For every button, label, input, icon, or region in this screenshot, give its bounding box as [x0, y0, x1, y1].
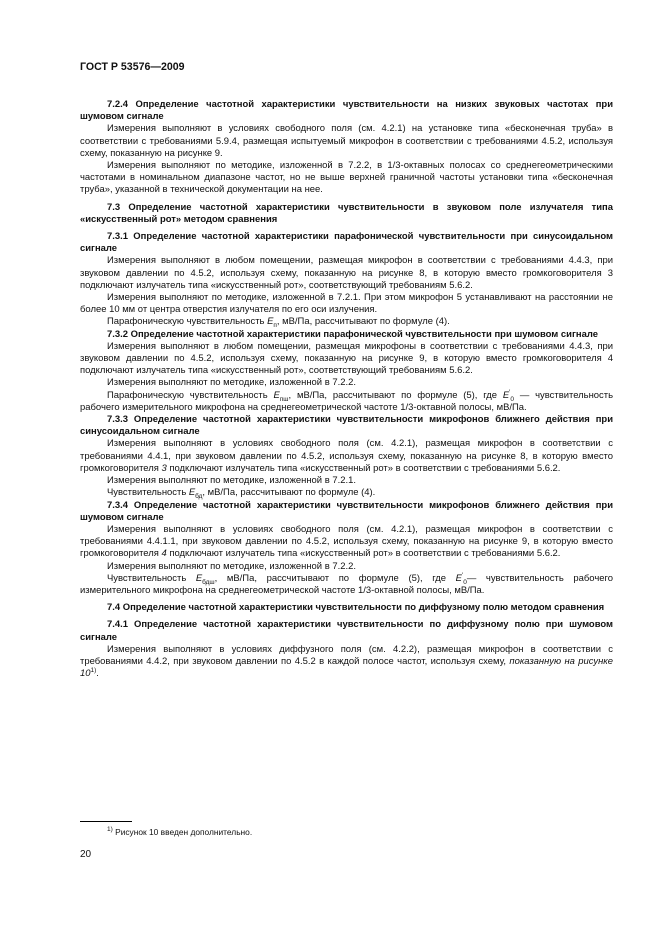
footnote-reference: 1) — [90, 667, 97, 674]
text-run: Парафоническую чувствительность — [107, 316, 268, 328]
text-run: подключают излучатель типа «искусственный рот» в соответствии с требованиями 5.6.2. — [166, 462, 561, 474]
section-7-2-4-paragraph-1: Измерения выполняют в условиях свободного поля (см. 4.2.1) на установке типа «бесконечная труба» в соответствии с требованиями 5.9.4, размещая испытуемый микрофон в соответствии с требованиями 4.5.2, используя схему, показанную на рисунке 9. — [80, 123, 613, 159]
subscript: бд — [195, 493, 203, 501]
section-7-3-1-paragraph-1: Измерения выполняют в любом помещении, размещая микрофон в соответствии с требованиями 4.4.3, при звуковом давлении по 4.5.2, используя схему, показанную на рисунке 8, в которую вместо громкоговорителя 3 подключают излучатель типа «искусственный рот», соответствующий требованиям 5.6.2. — [80, 255, 613, 291]
section-7-3-4-paragraph-2: Измерения выполняют по методике, изложенной в 7.2.2. — [107, 560, 356, 572]
text-run: , мВ/Па, рассчитывают по формуле (5), где — [214, 572, 456, 584]
subscript: пш — [279, 395, 289, 403]
section-7-3-1-paragraph-3 — [80, 316, 613, 328]
text-run: Измерения выполняют в условиях свободного поля (см. 4.2.1), размещая микрофон в соответствии с требованиями 4.4.1, при звуковом давлении по 4.5.2, используя схему, показанную на рисунке 8, в которую вместо громкоговорителя — [80, 438, 613, 474]
text-run: Чувствительность — [107, 487, 189, 499]
section-7-3-3-title: 7.3.3 Определение частотной характеристики чувствительности микрофонов ближнего действия при синусоидальном сигнале — [80, 414, 613, 438]
section-7-3-2-title: 7.3.2 Определение частотной характеристики парафонической чувствительности при шумовом сигнале — [107, 328, 598, 340]
footnote-separator — [80, 821, 132, 822]
section-7-3-2-paragraph-1: Измерения выполняют в любом помещении, размещая микрофоны в соответствии с требованиями 4.4.3, при звуковом давлении по 4.5.2, используя схему, показанную на рисунке 9, в которую вместо громкоговорителя 4 подключают излучатель типа «искусственный рот», соответствующий требованиям 5.6.2. — [80, 340, 613, 377]
text-run: , мВ/Па, рассчитывают по формуле (5), где — [288, 389, 503, 401]
superscript: ' — [461, 571, 464, 579]
subscript: 0 — [510, 395, 515, 403]
text-run: , мВ/Па, рассчитывают по формуле (4). — [276, 316, 450, 328]
section-7-3-1-paragraph-2: Измерения выполняют по методике, изложенной в 7.2.1. При этом микрофон 5 устанавливают на расстоянии не более 10 мм от центра отверстия излучателя по его оси излучения. — [80, 292, 613, 316]
section-7-2-4-title: 7.2.4 Определение частотной характеристики чувствительности на низких звуковых частотах при шумовом сигнале — [80, 99, 613, 123]
section-7-2-4-paragraph-2: Измерения выполняют по методике, изложенной в 7.2.2, в 1/3-октавных полосах со среднегеометрическими частотами в номинальном диапазоне частот, но не выше верхней граничной частоты установки типа «бесконечная труба», указанной в технической документации на нее. — [80, 160, 613, 196]
section-7-4-title: 7.4 Определение частотной характеристики чувствительности по диффузному полю методом сравнения — [107, 602, 605, 614]
symbol-e: E — [195, 572, 203, 584]
footnote-text: Рисунок 10 введен дополнительно. — [115, 827, 253, 837]
italic-number: 4 — [161, 548, 167, 560]
text-run: , мВ/Па, рассчитывают по формуле (4). — [202, 487, 376, 499]
text-run: — чувствительность рабочего измерительного микрофона на среднегеометрической частоте 1/3-октавной полосы, мВ/Па. — [80, 389, 614, 413]
section-7-3-4-paragraph-3 — [80, 573, 613, 597]
section-7-4-1-title: 7.4.1 Определение частотной характеристики чувствительности по диффузному полю при шумовом сигнале — [80, 619, 613, 643]
section-7-3-3-paragraph-1 — [80, 438, 613, 475]
document-id-header: ГОСТ Р 53576—2009 — [80, 61, 185, 73]
section-7-3-4-paragraph-1 — [80, 524, 613, 561]
section-7-3-3-paragraph-2: Измерения выполняют по методике, изложенной в 7.2.1. — [107, 475, 356, 487]
symbol-e: E — [455, 572, 462, 584]
document-body — [80, 99, 613, 680]
text-run: — чувствительность рабочего измерительного микрофона на среднегеометрической частоте 1/3-октавной полосы, мВ/Па. — [80, 572, 613, 596]
section-7-3-1-title: 7.3.1 Определение частотной характеристики парафонической чувствительности при синусоидальном сигнале — [80, 231, 613, 255]
italic-figure-reference: показанную на рисунке 10 — [80, 655, 613, 680]
section-7-3-2-paragraph-3 — [80, 390, 613, 414]
text-run: Чувствительность — [107, 572, 196, 584]
section-7-3-3-paragraph-3 — [80, 487, 613, 499]
text-run: Парафоническую чувствительность — [107, 389, 274, 401]
symbol-e: E — [267, 316, 274, 328]
symbol-e: E — [188, 487, 196, 499]
text-run: Измерения выполняют в условиях диффузного поля (см. 4.2.2), размещая микрофон в соответствии с требованиями 4.4.2, при звуковом давлении по 4.5.2 в каждой полосе частот, используя схему, — [80, 643, 613, 667]
symbol-e: E — [273, 389, 280, 401]
section-7-3-title: 7.3 Определение частотной характеристики чувствительности в звуковом поле излучателя типа «искусственный рот» методом сравнения — [80, 201, 613, 225]
italic-number: 3 — [161, 462, 167, 474]
section-7-4-1-paragraph-1 — [80, 644, 613, 681]
subscript: п — [273, 322, 277, 330]
text-run: . — [96, 668, 99, 680]
page-number: 20 — [80, 849, 92, 860]
superscript: ' — [509, 388, 511, 396]
subscript: 0 — [463, 578, 467, 586]
section-7-3-4-title: 7.3.4 Определение частотной характеристики чувствительности микрофонов ближнего действия при шумовом сигнале — [80, 499, 613, 523]
section-7-3-2-paragraph-2: Измерения выполняют по методике, изложенной в 7.2.2. — [107, 377, 356, 389]
text-run: Измерения выполняют в условиях свободного поля (см. 4.2.1), размещая микрофон в соответствии с требованиями 4.4.1.1, при звуковом давлении по 4.5.2, используя схему, показанную на рисунке 9, в которую вместо громкоговорителя — [80, 523, 613, 560]
subscript: бдш — [202, 578, 215, 586]
footnote-mark: 1) — [107, 826, 113, 834]
footnote — [107, 827, 252, 837]
symbol-e: E — [502, 389, 510, 401]
text-run: подключают излучатель типа «искусственный рот» в соответствии с требованиями 5.6.2. — [166, 548, 561, 560]
